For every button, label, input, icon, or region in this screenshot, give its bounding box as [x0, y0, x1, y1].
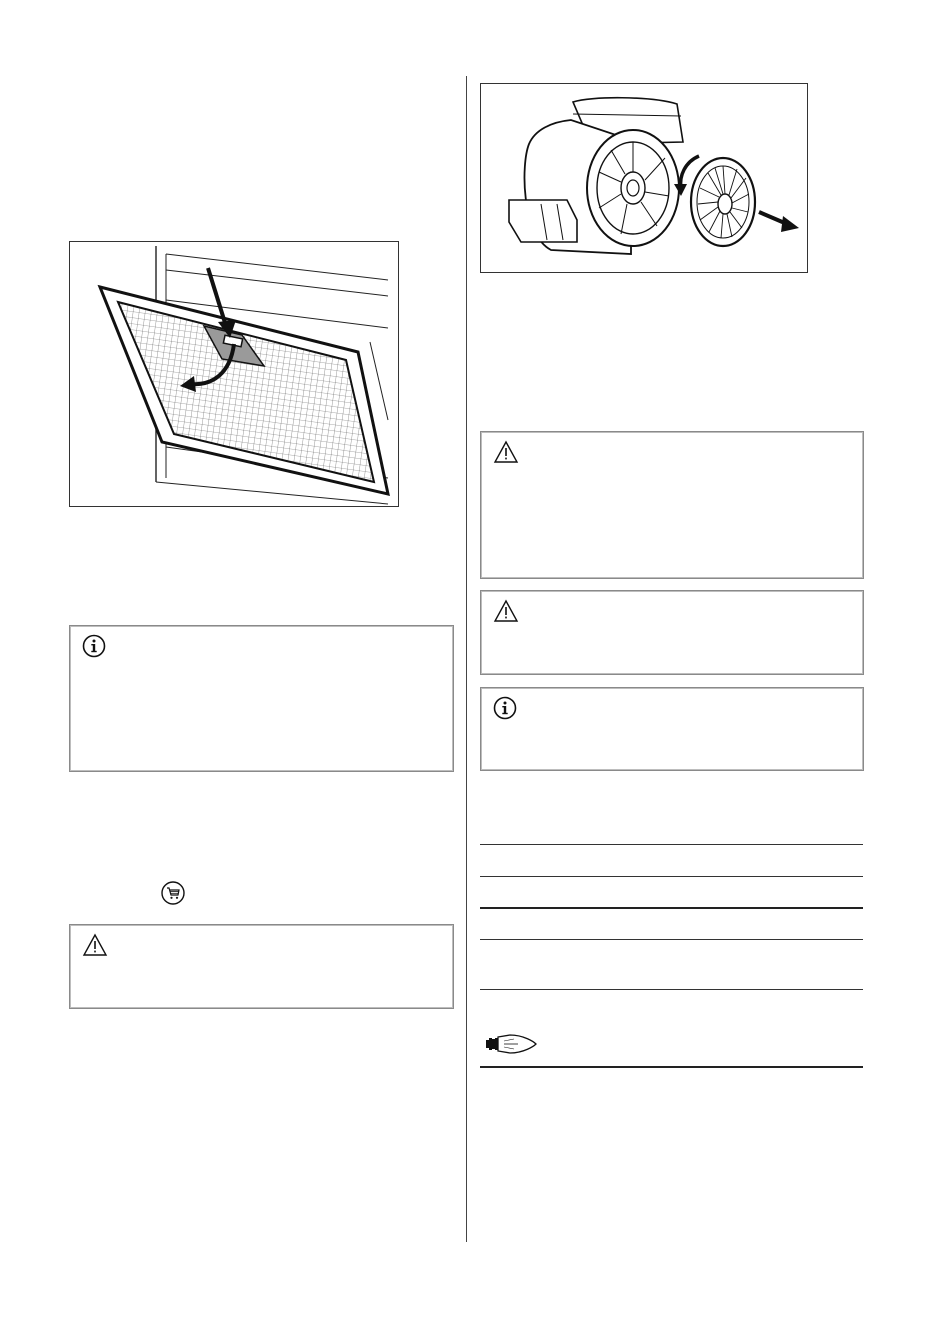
warning-notice-box-right-2: [480, 590, 864, 675]
table-rule: [480, 1066, 863, 1068]
table-rule: [480, 989, 863, 990]
grease-filter-illustration: [69, 241, 399, 507]
warning-triangle-icon: [82, 933, 108, 957]
info-circle-icon: [82, 634, 106, 658]
candle-bulb-icon: [484, 1032, 540, 1056]
shopping-cart-icon: [161, 881, 185, 905]
carbon-filter-illustration: [480, 83, 808, 273]
warning-notice-box-right-1: [480, 431, 864, 579]
column-divider: [466, 76, 467, 1242]
table-rule: [480, 876, 863, 877]
warning-triangle-icon: [493, 440, 519, 464]
grease-filter-drawing: [70, 242, 398, 506]
info-circle-icon: [493, 696, 517, 720]
table-rule: [480, 907, 863, 909]
table-rule: [480, 844, 863, 845]
motor-filter-drawing: [481, 84, 807, 272]
warning-notice-box: [69, 924, 454, 1009]
info-notice-box-right: [480, 687, 864, 771]
warning-triangle-icon: [493, 599, 519, 623]
table-rule: [480, 939, 863, 940]
info-notice-box: [69, 625, 454, 772]
